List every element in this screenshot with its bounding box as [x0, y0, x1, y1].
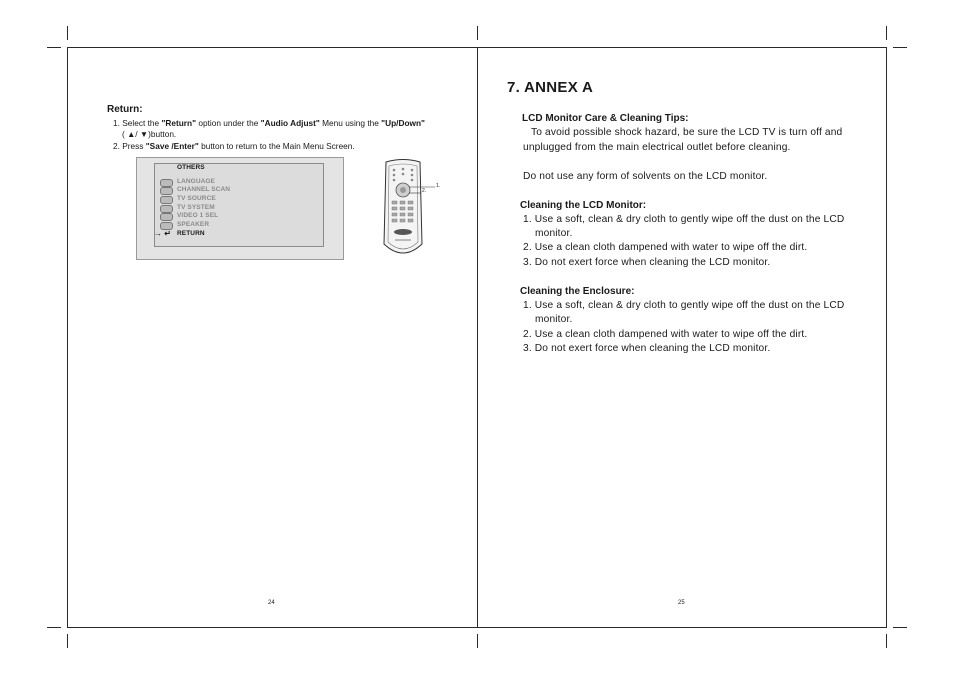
crop-mark [47, 627, 61, 628]
page-number-right: 25 [678, 600, 685, 606]
osd-item-language: LANGUAGE [177, 178, 215, 185]
menu-item-icon [160, 179, 173, 187]
care-line-2: unplugged from the main electrical outlet before cleaning. [523, 142, 791, 153]
annex-title: 7. ANNEX A [507, 79, 594, 96]
frame-right-rule [886, 47, 887, 628]
return-step-1-continued: ( ▲/ ▼)button. [122, 129, 177, 139]
enclosure-step-3: 3. Do not exert force when cleaning the LCD monitor. [523, 343, 771, 354]
crop-mark [886, 634, 887, 648]
monitor-heading: Cleaning the LCD Monitor: [520, 200, 647, 211]
menu-item-icon [160, 213, 173, 221]
osd-menu-title: OTHERS [177, 164, 205, 171]
menu-item-icon [160, 187, 173, 195]
solvent-note: Do not use any form of solvents on the LCD monitor. [523, 171, 768, 182]
osd-item-channel-scan: CHANNEL SCAN [177, 186, 231, 193]
crop-mark [886, 26, 887, 40]
crop-mark [893, 627, 907, 628]
remote-control-illustration [380, 158, 446, 260]
crop-mark [67, 634, 68, 648]
osd-item-return: RETURN [177, 230, 205, 237]
page-fold-rule [477, 47, 478, 628]
crop-mark [477, 634, 478, 648]
crop-mark [47, 47, 61, 48]
osd-item-tv-system: TV SYSTEM [177, 204, 215, 211]
page-number-left: 24 [268, 600, 275, 606]
crop-mark [67, 26, 68, 40]
remote-callout-2: 2. [422, 188, 427, 194]
osd-item-speaker: SPEAKER [177, 221, 210, 228]
care-heading: LCD Monitor Care & Cleaning Tips: [522, 113, 689, 124]
monitor-step-2: 2. Use a clean cloth dampened with water to wipe off the dirt. [523, 242, 808, 253]
remote-callout-1: 1. [436, 183, 441, 189]
menu-item-icon [160, 205, 173, 213]
care-line-1: To avoid possible shock hazard, be sure the LCD TV is turn off and [531, 127, 843, 138]
frame-left-rule [67, 47, 68, 628]
enclosure-step-1: 1. Use a soft, clean & dry cloth to gently wipe off the dust on the LCD [523, 300, 845, 311]
enclosure-heading: Cleaning the Enclosure: [520, 286, 635, 297]
enclosure-step-2: 2. Use a clean cloth dampened with water to wipe off the dirt. [523, 329, 808, 340]
osd-pointer-icon: → ↵ [154, 229, 171, 238]
monitor-step-3: 3. Do not exert force when cleaning the LCD monitor. [523, 257, 771, 268]
return-step-1: 1. Select the "Return" option under the "Audio Adjust" Menu using the "Up/Down" [113, 118, 425, 128]
return-step-2: 2. Press "Save /Enter" button to return to the Main Menu Screen. [113, 141, 355, 151]
crop-mark [477, 26, 478, 40]
menu-item-icon [160, 196, 173, 204]
return-heading: Return: [107, 104, 143, 115]
osd-item-tv-source: TV SOURCE [177, 195, 216, 202]
monitor-step-1-continued: monitor. [535, 228, 573, 239]
monitor-step-1: 1. Use a soft, clean & dry cloth to gently wipe off the dust on the LCD [523, 214, 845, 225]
crop-mark [893, 47, 907, 48]
osd-item-video-1-sel: VIDEO 1 SEL [177, 212, 219, 219]
enclosure-step-1-continued: monitor. [535, 314, 573, 325]
